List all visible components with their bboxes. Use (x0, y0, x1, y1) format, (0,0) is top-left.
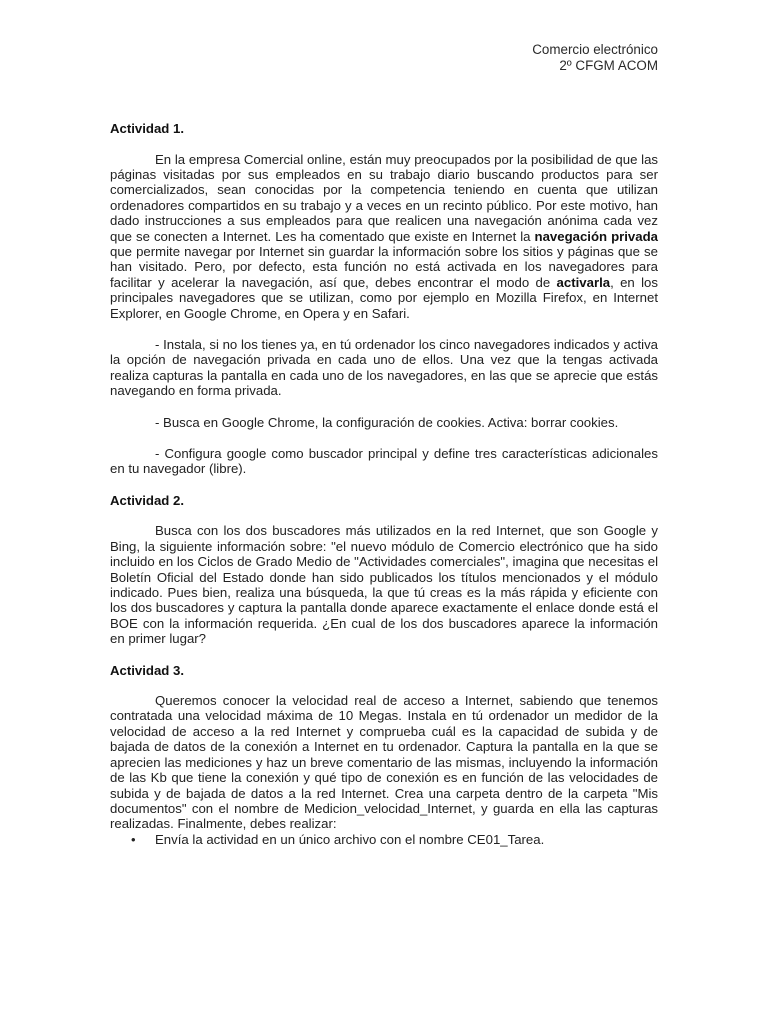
activity-paragraph (110, 152, 658, 321)
activity-paragraph (110, 337, 658, 399)
paragraph-text: , en los principales navegadores que se utilizan, como por ejemplo en Mozilla Firefox, en Internet Explorer, en Google Chrome, en Opera y en Safari. (110, 274, 658, 321)
bold-text: activarla (556, 274, 611, 290)
paragraph-text: - Busca en Google Chrome, la configuración de cookies. Activa: borrar cookies. (155, 414, 619, 430)
paragraph-text: Queremos conocer la velocidad real de acceso a Internet, sabiendo que tenemos contratada una velocidad máxima de 10 Megas. Instala en tú ordenador un medidor de la velocidad de acceso a la red Internet y comprueba cuál es la capacidad de subida y de bajada de datos de la conexión a Internet en tu ordenador. Captura la pantalla en la que se aprecien las mediciones y haz un breve comentario de las mismas, incluyendo la información de las Kb que tiene la conexión y qué tipo de conexión es en función de las velocidades de subida y de bajada de datos a la red Internet. Crea una carpeta dentro de la carpeta "Mis documentos" con el nombre de Medicion_velocidad_Internet, y guarda en ella las capturas realizadas. Finalmente, debes realizar: (110, 693, 658, 832)
document-body (110, 121, 658, 847)
bullet-item (110, 832, 658, 847)
activity-paragraph (110, 446, 658, 477)
bullet-list (110, 832, 658, 847)
header-course-level: 2º CFGM ACOM (559, 57, 658, 73)
activity-heading: Actividad 3. (110, 662, 185, 678)
activity-heading: Actividad 2. (110, 492, 185, 508)
activity-heading: Actividad 1. (110, 121, 185, 136)
activity-section (110, 493, 658, 647)
paragraph-text: - Instala, si no los tienes ya, en tú ordenador los cinco navegadores indicados y activa la opción de navegación privada en cada uno de ellos. Una vez que la tengas activada realiza capturas la pantalla en cada uno de los navegadores, en las que se aprecie que estás navegando en forma privada. (110, 336, 658, 399)
bold-text: navegación privada (534, 228, 658, 244)
activity-section (110, 121, 658, 477)
bullet-text: Envía la actividad en un único archivo con el nombre CE01_Tarea. (155, 831, 545, 847)
paragraph-text: que permite navegar por Internet sin guardar la información sobre los sitios y páginas que se han visitado. Pero, por defecto, esta función no está activada en los navegadores para facilitar y acelerar la navegación, así que, debes encontrar el modo de (110, 243, 658, 290)
header-course-name: Comercio electrónico (532, 42, 658, 57)
activity-paragraph (110, 415, 658, 430)
bullet-dot-icon: • (131, 831, 136, 847)
paragraph-text: - Configura google como buscador principal y define tres características adicionales en tu navegador (libre). (110, 446, 658, 477)
paragraph-text: En la empresa Comercial online, están muy preocupados por la posibilidad de que las páginas visitadas por sus empleados en su trabajo diario buscando productos para ser comercializados, sean conocidas por la competencia teniendo en cuenta que utilizan ordenadores compartidos en su trabajo y a veces en un recinto público. Por este motivo, han dado instrucciones a sus empleados para que realicen una navegación anónima cada vez que se conecten a Internet. Les ha comentado que existe en Internet la (110, 151, 658, 244)
activity-section (110, 663, 658, 848)
activity-paragraph (110, 693, 658, 832)
page-header (532, 42, 658, 73)
activity-paragraph (110, 523, 658, 646)
paragraph-text: Busca con los dos buscadores más utilizados en la red Internet, que son Google y Bing, la siguiente información sobre: "el nuevo módulo de Comercio electrónico que ha sido incluido en los Ciclos de Grado Medio de "Actividades comerciales", imagina que necesitas el Boletín Oficial del Estado donde han sido publicados los títulos mencionados y el módulo indicado. Pues bien, realiza una búsqueda, la que tú creas es la más rápida y eficiente con los dos buscadores y captura la pantalla donde aparece exactamente el enlace donde está el BOE con la información requerida. ¿En cual de los dos buscadores aparece la información en primer lugar? (110, 523, 658, 647)
